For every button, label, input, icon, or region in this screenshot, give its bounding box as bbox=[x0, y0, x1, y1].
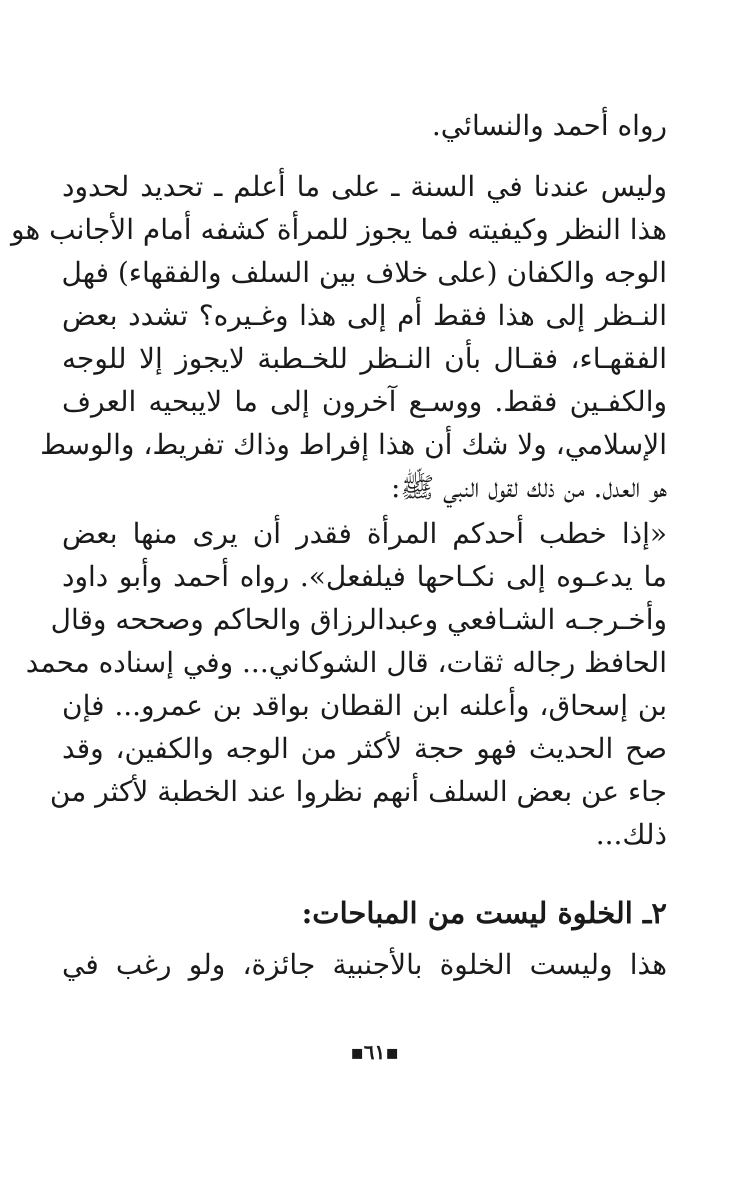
text-line: النـظر إلى هذا فقط أم إلى هذا وغـيره؟ تشدد بعض bbox=[62, 299, 667, 332]
text-line: الإسلامي، ولا شك أن هذا إفراط وذاك تفريط، والوسط bbox=[40, 428, 667, 461]
text-line: ذلك... bbox=[595, 818, 667, 851]
text-line: والكفـين فقط. ووسـع آخرون إلى ما لايبحيه العرف bbox=[62, 385, 667, 418]
text-line: ما يدعـوه إلى نكـاحها فيلفعل». رواه أحمد وأبو داود bbox=[62, 560, 667, 593]
section-heading: ٢ـ الخلوة ليست من المباحات: bbox=[301, 896, 667, 930]
text-line: الحافظ رجاله ثقات، قال الشوكاني... وفي إسناده محمد bbox=[25, 646, 667, 679]
text-line: جاء عن بعض السلف أنهم نظروا عند الخطبة لأكثر من bbox=[49, 775, 667, 808]
text-line: الفقهـاء، فقـال بأن النـظر للخـطبة لايجوز إلا للوجه bbox=[62, 342, 667, 375]
text-line: وأخـرجـه الشـافعي وعبدالرزاق والحاكم وصححه وقال bbox=[50, 603, 667, 636]
text-line: صح الحديث فهو حجة لأكثر من الوجه والكفين، وقد bbox=[62, 732, 667, 765]
text-line: بن إسحاق، وأعلنه ابن القطان بواقد بن عمرو... فإن bbox=[62, 689, 667, 722]
text-line: رواه أحمد والنسائي. bbox=[431, 109, 667, 142]
page-number: ▪٦١▪ bbox=[350, 1040, 399, 1064]
text-line: وليس عندنا في السنة ـ على ما أعلم ـ تحديد لحدود bbox=[62, 170, 667, 203]
text-line: «إذا خطب أحدكم المرأة فقدر أن يرى منها بعض bbox=[62, 517, 667, 550]
text-line: هذا النظر وكيفيته فما يجوز للمرأة كشفه أمام الأجانب هو bbox=[11, 213, 667, 246]
text-line: الوجه والكفان (على خلاف بين السلف والفقهاء) فهل bbox=[61, 256, 667, 289]
text-line: هو العدل. من ذلك لقول النبي ﷺ: bbox=[390, 471, 667, 504]
text-line: هذا وليست الخلوة بالأجنبية جائزة، ولو رغب في bbox=[62, 948, 667, 981]
